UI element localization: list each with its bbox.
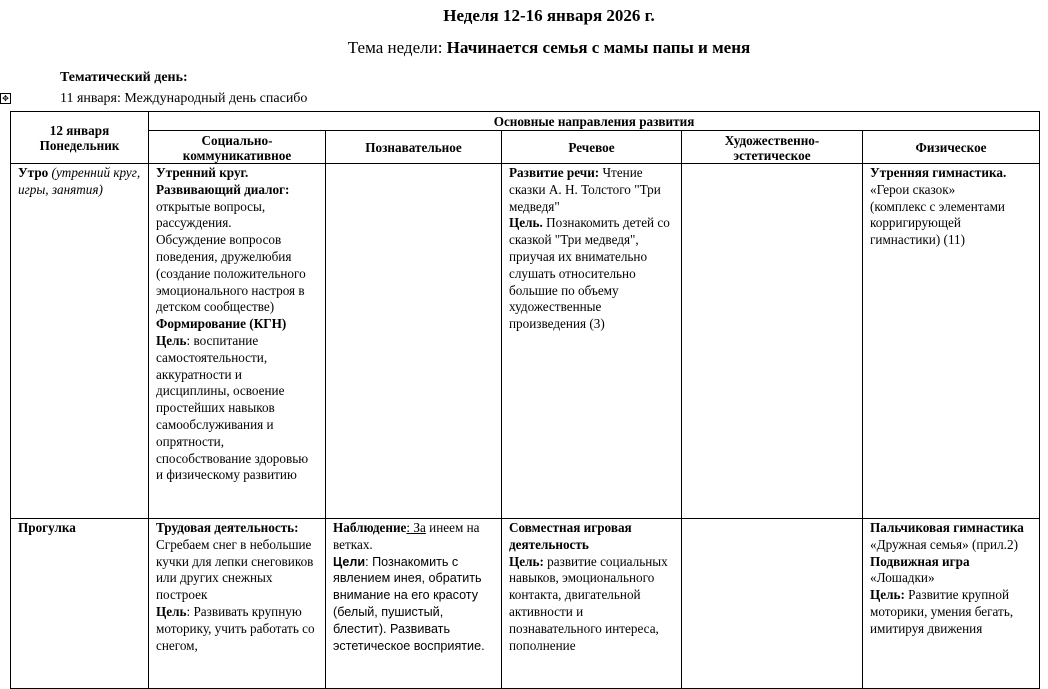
walk-social-t2: Сгребаем снег в небольшие кучки для лепки снеговиков или других снежных построек <box>156 536 314 603</box>
week-theme-value: Начинается семья с мамы папы и меня <box>446 38 751 57</box>
day-cell <box>11 112 149 164</box>
walk-cognitive-t1-colon: : <box>406 520 411 535</box>
cell-morning-art <box>682 164 863 519</box>
morning-speech-t1 <box>509 165 674 215</box>
cell-walk-speech <box>502 519 682 689</box>
walk-cognitive-t2-bold: Цели <box>333 554 366 569</box>
table-move-handle-icon[interactable]: ✥ <box>0 93 11 104</box>
cell-morning-cognitive <box>326 164 502 519</box>
walk-physical-t5-text: Развитие крупной моторики, умения бегать, имитируя движения <box>870 587 1014 636</box>
cell-walk-art <box>682 519 863 689</box>
row-label-morning-bold: Утро <box>18 165 49 180</box>
walk-speech-t2 <box>509 554 674 655</box>
morning-social-t2: Развивающий диалог: <box>156 181 290 197</box>
walk-physical-t5 <box>870 587 1032 637</box>
column-header-speech: Речевое <box>502 131 682 164</box>
cell-walk-cognitive <box>326 519 502 689</box>
row-label-walk-text: Прогулка <box>18 520 76 535</box>
morning-social-t5: Формирование (КГН) <box>156 316 287 332</box>
walk-cognitive-t1-text: инеем на ветках. <box>333 520 480 552</box>
walk-physical-t3: Подвижная игра <box>870 553 970 569</box>
cell-walk-physical <box>863 519 1040 689</box>
walk-social-t3-text: : Развивать крупную моторику, учить работать со снегом, <box>156 603 315 653</box>
morning-physical-t1: Утренняя гимнастика. <box>870 165 1007 180</box>
walk-speech-t2-bold: Цель: <box>509 553 544 569</box>
row-label-morning <box>11 164 149 519</box>
morning-social-t1: Утренний круг. <box>156 165 249 180</box>
morning-speech-t1-text: Чтение сказки А. Н. Толстого "Три медведя" <box>509 165 661 214</box>
walk-cognitive-t1-bold: Наблюдение <box>333 520 407 535</box>
week-theme <box>0 38 1048 58</box>
walk-cognitive-t2-text: : Познакомить с явлением инея, обратить внимание на его красоту (белый, пушистый, блестит). Развивать эстетическое восприятие. <box>333 554 485 653</box>
cell-morning-physical <box>863 164 1040 519</box>
morning-speech-t2-text: Познакомить детей со сказкой "Три медведя", приучая их внимательно слушать относительно большие по объему художественные произведения (3) <box>509 215 670 332</box>
week-theme-prefix: Тема недели: <box>347 38 447 57</box>
column-header-art: Художественно-эстетическое <box>682 131 863 164</box>
morning-social-t6 <box>156 333 318 484</box>
walk-physical-t2: «Дружная семья» (прил.2) <box>870 536 1018 552</box>
directions-header: Основные направления развития <box>149 112 1040 131</box>
walk-social-t1: Трудовая деятельность: <box>156 520 299 535</box>
column-header-cognitive: Познавательное <box>326 131 502 164</box>
walk-speech-t2-text: развитие социальных навыков, эмоционального контакта, двигательной активности и познавательного интереса, пополнение <box>509 553 668 653</box>
morning-speech-t2-bold: Цель. <box>509 215 543 231</box>
table-columns-row <box>11 131 1040 164</box>
morning-social-t6-bold: Цель <box>156 332 187 348</box>
walk-physical-t5-bold: Цель: <box>870 587 905 603</box>
walk-cognitive-t2 <box>333 554 494 655</box>
row-label-walk <box>11 519 149 689</box>
column-header-social: Социально-коммуникативное <box>149 131 326 164</box>
walk-speech-t1: Совместная игровая деятельность <box>509 520 632 552</box>
cell-morning-social <box>149 164 326 519</box>
walk-cognitive-t1-under: За <box>410 520 426 535</box>
day-weekday: Понедельник <box>39 138 120 153</box>
row-label-morning-italic: (утренний круг, игры, занятия) <box>18 165 141 197</box>
table-row-morning <box>11 164 1040 519</box>
morning-physical-t2: «Герои сказок» <box>870 181 956 197</box>
morning-speech-t1-bold: Развитие речи: <box>509 165 600 180</box>
cell-walk-social <box>149 519 326 689</box>
page-title: Неделя 12-16 января 2026 г. <box>443 6 655 25</box>
thematic-day-text: 11 января: Международный день спасибо <box>60 91 308 106</box>
morning-social-t6-text: : воспитание самостоятельности, аккуратности и дисциплины, освоение простейших навыков самообслуживания и опрятности, способствование здоровью и физическому развитию <box>156 332 309 483</box>
walk-cognitive-t1 <box>333 520 494 554</box>
column-header-physical: Физическое <box>863 131 1040 164</box>
table-header-row <box>11 112 1040 131</box>
walk-physical-t4: «Лошадки» <box>870 570 935 586</box>
table-row-walk <box>11 519 1040 689</box>
thematic-day-label: Тематический день: <box>60 70 188 85</box>
walk-physical-t1: Пальчиковая гимнастика <box>870 520 1024 535</box>
morning-speech-t2 <box>509 215 674 333</box>
plan-table <box>10 111 1040 689</box>
walk-social-t3-bold: Цель <box>156 603 187 619</box>
day-date: 12 января <box>49 123 110 138</box>
morning-social-t4: Обсуждение вопросов поведения, дружелюбия (создание положительного эмоционального настроя в детском сообществе) <box>156 232 306 315</box>
walk-social-t3 <box>156 604 318 654</box>
cell-morning-speech <box>502 164 682 519</box>
morning-social-t3: открытые вопросы, рассуждения. <box>156 198 266 231</box>
morning-physical-t3: (комплекс с элементами корригирующей гимнастики) (11) <box>870 198 1005 248</box>
